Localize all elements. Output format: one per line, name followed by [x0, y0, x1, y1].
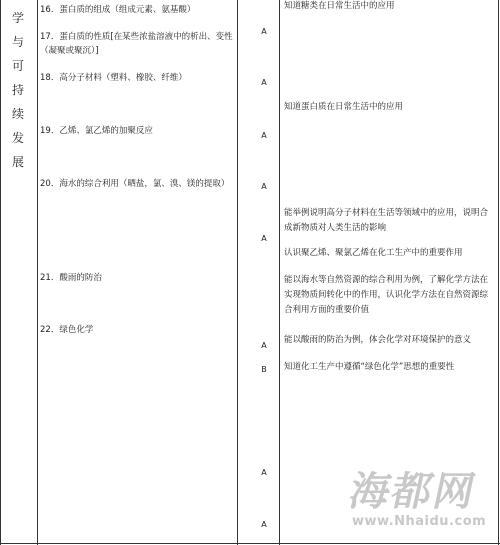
column-divider	[279, 0, 280, 545]
requirement-text: 知道化工生产中遵循“绿色化学”思想的重要性	[284, 362, 455, 372]
level-badge: A	[261, 27, 267, 36]
item-19: 19．乙烯、氯乙烯的加聚反应	[40, 126, 153, 136]
item-16: 16．蛋白质的组成（组成元素、氨基酸）	[40, 5, 196, 15]
requirement-text: 能举例说明高分子材料在生活等领域中的应用，说明合成新物质对人类生活的影响	[284, 208, 489, 233]
level-badge: A	[261, 78, 267, 87]
table-border-left	[0, 0, 1, 545]
requirement-text: 能以海水等自然资源的综合利用为例，了解化学方法在实现物质间转化中的作用，认识化学方法在自然资源综合利用方面的重要价值	[284, 275, 489, 315]
category-label: 学 与 可 持 续 发 展	[11, 11, 24, 169]
level-badge: B	[261, 365, 267, 374]
column-divider	[37, 0, 38, 545]
column-divider	[237, 0, 238, 545]
table-border-right	[498, 0, 499, 545]
item-20: 20．海水的综合利用（晒盐，氯、溴、镁的提取）	[40, 179, 230, 189]
level-badge: A	[261, 341, 267, 350]
item-21: 21．酸雨的防治	[40, 273, 102, 283]
table-border-bottom	[0, 543, 500, 544]
level-badge: A	[261, 234, 267, 243]
requirement-text: 知道糖类在日常生活中的应用	[284, 1, 395, 11]
watermark-text: 海都网	[345, 468, 482, 515]
level-badge: A	[261, 131, 267, 140]
requirement-text: 能以酸雨的防治为例，体会化学对环境保护的意义	[284, 335, 472, 345]
level-badge: A	[261, 468, 267, 477]
requirement-text: 认识聚乙烯、聚氯乙烯在化工生产中的重要作用	[284, 248, 463, 258]
watermark-url: www.Nhaidu.com	[352, 514, 487, 529]
item-22: 22．绿色化学	[40, 325, 94, 335]
requirement-text: 知道蛋白质在日常生活中的应用	[284, 102, 404, 112]
level-badge: A	[261, 182, 267, 191]
item-18: 18．高分子材料（塑料、橡胶、纤维）	[40, 73, 187, 83]
level-badge: A	[261, 520, 267, 529]
item-17: 17．蛋白质的性质[在某些浓盐溶液中的析出、变性（凝聚或聚沉）]	[40, 32, 233, 56]
haidu-watermark-logo	[345, 468, 495, 540]
